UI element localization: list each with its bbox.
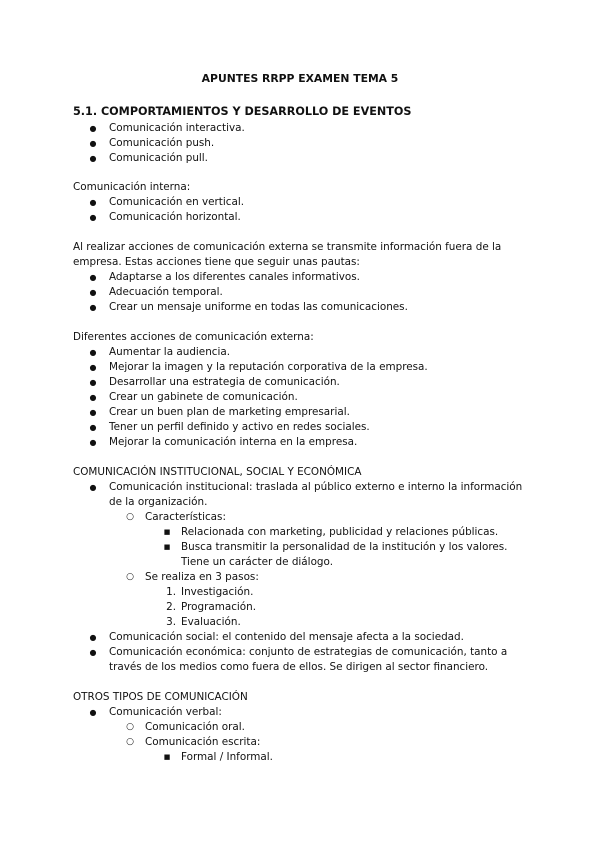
list-item: ● Comunicación en vertical. xyxy=(0,195,529,210)
bullet-icon: ● xyxy=(89,708,97,717)
paragraph-interna: Comunicación interna: xyxy=(73,181,191,193)
list-item: 1. Investigación. xyxy=(0,585,526,600)
list-interna xyxy=(0,195,600,225)
list-item: ● Comunicación institucional: traslada al público externo e interno la información de la organización. xyxy=(0,480,529,510)
list-item: ○ Características: xyxy=(0,510,525,525)
list-item: ○ Se realiza en 3 pasos: xyxy=(0,570,525,585)
bullet-icon: ● xyxy=(89,378,97,387)
bullet-icon: ● xyxy=(89,483,97,492)
list-item: ● Comunicación económica: conjunto de estrategias de comunicación, tanto a través de los medios como fuera de ellos. Se dirigen al sector financiero. xyxy=(0,645,529,675)
circle-bullet-icon: ○ xyxy=(126,572,134,582)
list-number: 2. xyxy=(166,601,176,613)
list-item: ● Aumentar la audiencia. xyxy=(0,345,529,360)
list-item: ■ Busca transmitir la personalidad de la institución y los valores. Tiene un carácter de diálogo. xyxy=(0,540,526,570)
bullet-icon: ● xyxy=(89,288,97,297)
list-comunicacion-tipos xyxy=(0,121,600,166)
list-item: ● Comunicación interactiva. xyxy=(0,121,529,136)
square-bullet-icon: ■ xyxy=(163,528,171,536)
list-item: ○ Comunicación escrita: xyxy=(0,735,525,750)
bullet-icon: ● xyxy=(89,408,97,417)
list-number: 3. xyxy=(166,616,176,628)
document-title: APUNTES RRPP EXAMEN TEMA 5 xyxy=(201,72,399,85)
list-item: ● Comunicación push. xyxy=(0,136,529,151)
list-item: ● Adaptarse a los diferentes canales informativos. xyxy=(0,270,529,285)
list-pautas xyxy=(0,270,600,315)
list-item: ● Mejorar la imagen y la reputación corporativa de la empresa. xyxy=(0,360,529,375)
list-item: ■ Relacionada con marketing, publicidad y relaciones públicas. xyxy=(0,525,526,540)
list-item: ● Crear un gabinete de comunicación. xyxy=(0,390,529,405)
list-item: ● Comunicación horizontal. xyxy=(0,210,529,225)
bullet-icon: ● xyxy=(89,213,97,222)
bullet-icon: ● xyxy=(89,438,97,447)
bullet-icon: ● xyxy=(89,139,97,148)
bullet-icon: ● xyxy=(89,198,97,207)
bullet-icon: ● xyxy=(89,154,97,163)
bullet-icon: ● xyxy=(89,303,97,312)
list-item: ● Comunicación verbal: xyxy=(0,705,529,720)
circle-bullet-icon: ○ xyxy=(126,737,134,747)
bullet-icon: ● xyxy=(89,423,97,432)
bullet-icon: ● xyxy=(89,348,97,357)
list-item: ● Tener un perfil definido y activo en redes sociales. xyxy=(0,420,529,435)
list-item: ● Comunicación pull. xyxy=(0,151,529,166)
circle-bullet-icon: ○ xyxy=(126,722,134,732)
paragraph-acciones: Diferentes acciones de comunicación externa: xyxy=(73,331,314,343)
circle-bullet-icon: ○ xyxy=(126,512,134,522)
list-acciones-externas xyxy=(0,345,600,450)
list-item: ● Crear un mensaje uniforme en todas las comunicaciones. xyxy=(0,300,529,315)
bullet-icon: ● xyxy=(89,633,97,642)
list-item: 2. Programación. xyxy=(0,600,526,615)
list-item: ● Adecuación temporal. xyxy=(0,285,529,300)
square-bullet-icon: ■ xyxy=(163,543,171,551)
bullet-icon: ● xyxy=(89,393,97,402)
bullet-icon: ● xyxy=(89,273,97,282)
list-item: ● Mejorar la comunicación interna en la empresa. xyxy=(0,435,529,450)
bullet-icon: ● xyxy=(89,363,97,372)
bullet-icon: ● xyxy=(89,648,97,657)
list-institucional xyxy=(0,480,600,675)
bullet-icon: ● xyxy=(89,124,97,133)
section-heading: 5.1. COMPORTAMIENTOS Y DESARROLLO DE EVENTOS xyxy=(73,105,412,118)
list-item: 3. Evaluación. xyxy=(0,615,526,630)
paragraph-externa: Al realizar acciones de comunicación externa se transmite información fuera de la empresa. Estas acciones tiene que seguir unas pautas: xyxy=(73,241,502,268)
square-bullet-icon: ■ xyxy=(163,753,171,761)
list-item: ■ Formal / Informal. xyxy=(0,750,526,765)
list-item: ○ Comunicación oral. xyxy=(0,720,525,735)
list-otros xyxy=(0,705,600,765)
list-number: 1. xyxy=(166,586,176,598)
heading-otros: OTROS TIPOS DE COMUNICACIÓN xyxy=(73,691,248,703)
list-item: ● Comunicación social: el contenido del mensaje afecta a la sociedad. xyxy=(0,630,529,645)
list-item: ● Desarrollar una estrategia de comunicación. xyxy=(0,375,529,390)
list-item: ● Crear un buen plan de marketing empresarial. xyxy=(0,405,529,420)
heading-institucional: COMUNICACIÓN INSTITUCIONAL, SOCIAL Y ECONÓMICA xyxy=(73,466,362,478)
